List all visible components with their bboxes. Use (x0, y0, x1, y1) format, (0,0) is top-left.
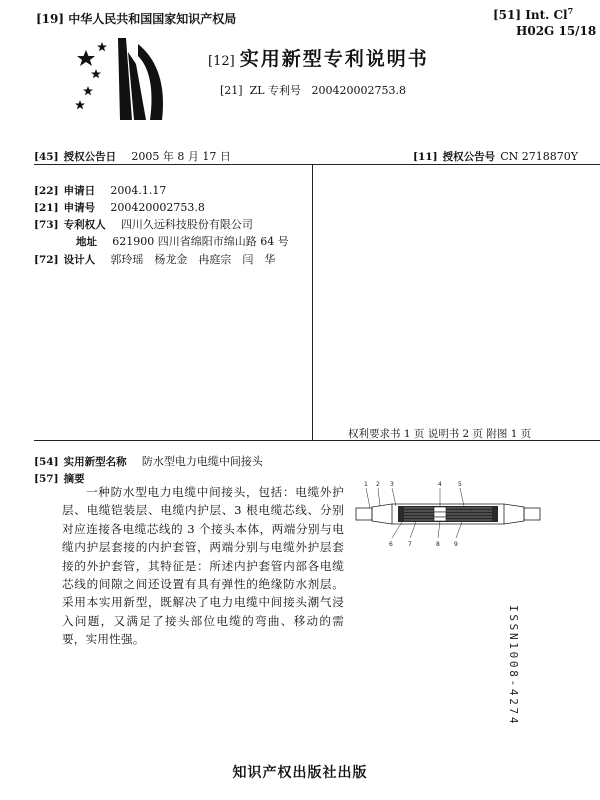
connector-body-1 (434, 507, 446, 512)
designer-code: [72] (34, 254, 59, 266)
office-emblem-icon (62, 34, 182, 122)
name-label: 实用新型名称 (63, 456, 127, 468)
patent-label: ZL 专利号 (249, 84, 302, 97)
fig-label-6: 6 (389, 541, 393, 548)
title-text: 实用新型专利说明书 (239, 48, 429, 70)
app-no-value: 200420002753.8 (110, 201, 205, 214)
address-row (76, 230, 289, 249)
grant-date-label: 授权公告日 (63, 151, 117, 163)
document-title (208, 44, 429, 71)
rule-middle (34, 440, 600, 441)
designer-row (34, 248, 275, 267)
office-header (36, 10, 236, 27)
abstract-text: 一种防水型电力电缆中间接头，包括：电缆外护层、电缆铠装层、电缆内护层、3 根电缆芯线、分别对应连接各电缆芯线的 3 个接头本体，两端分别与电缆内护层套接的内护套管，两端分别与电缆外护层套接的外护套管，其特征是：所述内护套管内部各电缆芯线的间隙之间还设置有具有弹性的绝缘防水剂层。 采用本实用新型，既解决了电力电缆中间接头潮气浸入问题，又满足了接头部位电缆的弯曲、移动的需要，实用性强。 (62, 485, 344, 647)
name-code: [54] (34, 456, 59, 468)
grant-date-code: [45] (34, 151, 59, 163)
fig-label-5: 5 (458, 481, 462, 488)
pages-note: 权利要求书 1 页 说明书 2 页 附图 1 页 (348, 428, 532, 440)
app-no-code: [21] (34, 202, 59, 214)
abstract-code: [57] (34, 473, 59, 485)
int-class-code: [51] Int. Cl (493, 8, 568, 22)
app-no-label: 申请号 (63, 202, 96, 214)
cable-joint-figure (352, 478, 544, 550)
emblem-star-1 (97, 42, 107, 51)
grant-number-line (413, 145, 578, 164)
holder-label: 专利权人 (63, 219, 106, 231)
app-date-value: 2004.1.17 (110, 184, 167, 197)
name-value: 防水型电力电缆中间接头 (141, 455, 263, 468)
emblem-star-large (77, 50, 95, 66)
int-class-sup: 7 (567, 6, 574, 16)
rule-vertical (312, 164, 313, 440)
grant-number-code: [11] (413, 151, 438, 163)
connector-body-3 (434, 517, 446, 521)
patent-code: [21] (220, 84, 243, 97)
emblem-star-4 (75, 100, 85, 109)
office-name: 中华人民共和国国家知识产权局 (68, 12, 237, 26)
designer-value: 郭玲瑶 杨龙金 冉庭宗 闫 华 (110, 253, 276, 266)
fig-label-2: 2 (376, 481, 380, 488)
address-label: 地址 (76, 236, 97, 248)
address-value: 621900 四川省绵阳市绵山路 64 号 (112, 235, 289, 248)
rule-top (34, 164, 600, 165)
holder-value: 四川久远科技股份有限公司 (120, 218, 253, 231)
grant-date-value: 2005 年 8 月 17 日 (131, 150, 231, 163)
office-code: [19] (36, 12, 65, 26)
title-code: [12] (208, 54, 235, 69)
holder-code: [73] (34, 219, 59, 231)
patent-number-line (220, 82, 406, 98)
grant-number-label: 授权公告号 (442, 151, 496, 163)
abstract-label: 摘要 (63, 473, 85, 485)
cable-left-end (356, 508, 372, 520)
emblem-pillar-left (118, 38, 132, 120)
fig-label-4: 4 (438, 481, 442, 488)
grant-date-line (34, 145, 231, 164)
cable-right-end (524, 508, 540, 520)
publisher-footer: 知识产权出版社出版 (232, 765, 368, 781)
fig-label-3: 3 (390, 481, 394, 488)
app-date-label: 申请日 (63, 185, 96, 197)
issn-code: ISSN1008-4274 (507, 605, 520, 727)
int-class (493, 6, 573, 22)
fig-label-1: 1 (364, 481, 368, 488)
grant-number-value: CN 2718870Y (500, 150, 579, 163)
designer-label: 设计人 (63, 254, 96, 266)
fig-label-8: 8 (436, 541, 440, 548)
patent-number: 200420002753.8 (311, 84, 407, 97)
fig-label-9: 9 (454, 541, 458, 548)
connector-body-2 (434, 512, 446, 517)
int-class-value: H02G 15/18 (516, 24, 597, 38)
emblem-star-3 (83, 86, 93, 95)
fig-label-7: 7 (408, 541, 412, 548)
emblem-star-2 (91, 69, 101, 78)
app-date-code: [22] (34, 185, 59, 197)
